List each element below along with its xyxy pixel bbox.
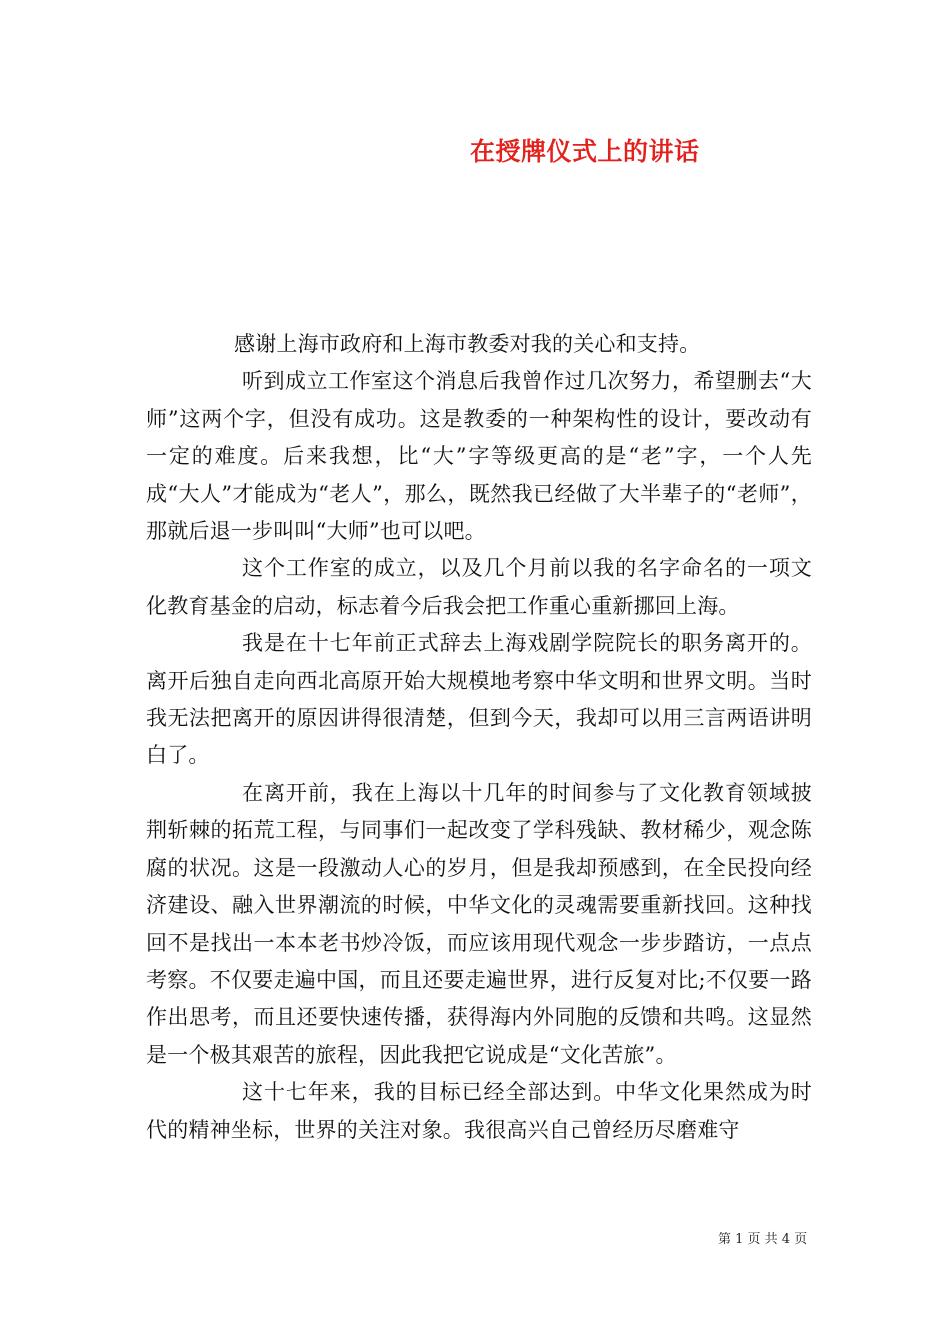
- paragraph-5: 在离开前，我在上海以十几年的时间参与了文化教育领域披荆斩棘的拓荒工程，与同事们一起改变了学科残缺、教材稀少，观念陈腐的状况。这是一段激动人心的岁月，但是我却预感到，在全民投向经济建设、融入世界潮流的时候，中华文化的灵魂需要重新找回。这种找回不是找出一本本老书炒冷饭，而应该用现代观念一步步踏访，一点点考察。不仅要走遍中国，而且还要走遍世界，进行反复对比;不仅要一路作出思考，而且还要快速传播，获得海内外同胞的反馈和共鸣。这显然是一个极其艰苦的旅程，因此我把它说成是“文化苦旅”。: [146, 780, 812, 1067]
- paragraph-3: 这个工作室的成立，以及几个月前以我的名字命名的一项文化教育基金的启动，标志着今后我会把工作重心重新挪回上海。: [146, 556, 812, 618]
- paragraph-6: 这十七年来，我的目标已经全部达到。中华文化果然成为时代的精神坐标，世界的关注对象。我很高兴自己曾经历尽磨难守: [146, 1080, 812, 1142]
- paragraph-4: 我是在十七年前正式辞去上海戏剧学院院长的职务离开的。离开后独自走向西北高原开始大规模地考察中华文明和世界文明。当时我无法把离开的原因讲得很清楚，但到今天，我却可以用三言两语讲明白了。: [146, 631, 812, 768]
- page-number-footer: 第 1 页 共 4 页: [718, 1232, 808, 1247]
- paragraph-1: 感谢上海市政府和上海市教委对我的关心和支持。: [234, 332, 701, 356]
- paragraph-2: 听到成立工作室这个消息后我曾作过几次努力，希望删去“大师”这两个字，但没有成功。这是教委的一种架构性的设计，要改动有一定的难度。后来我想，比“大”字等级更高的是“老”字，一个人先成“大人”才能成为“老人”，那么，既然我已经做了大半辈子的“老师”，那就后退一步叫叫“大师”也可以吧。: [146, 369, 812, 544]
- document-body: [146, 326, 812, 1149]
- document-title: 在授牌仪式上的讲话: [470, 137, 700, 166]
